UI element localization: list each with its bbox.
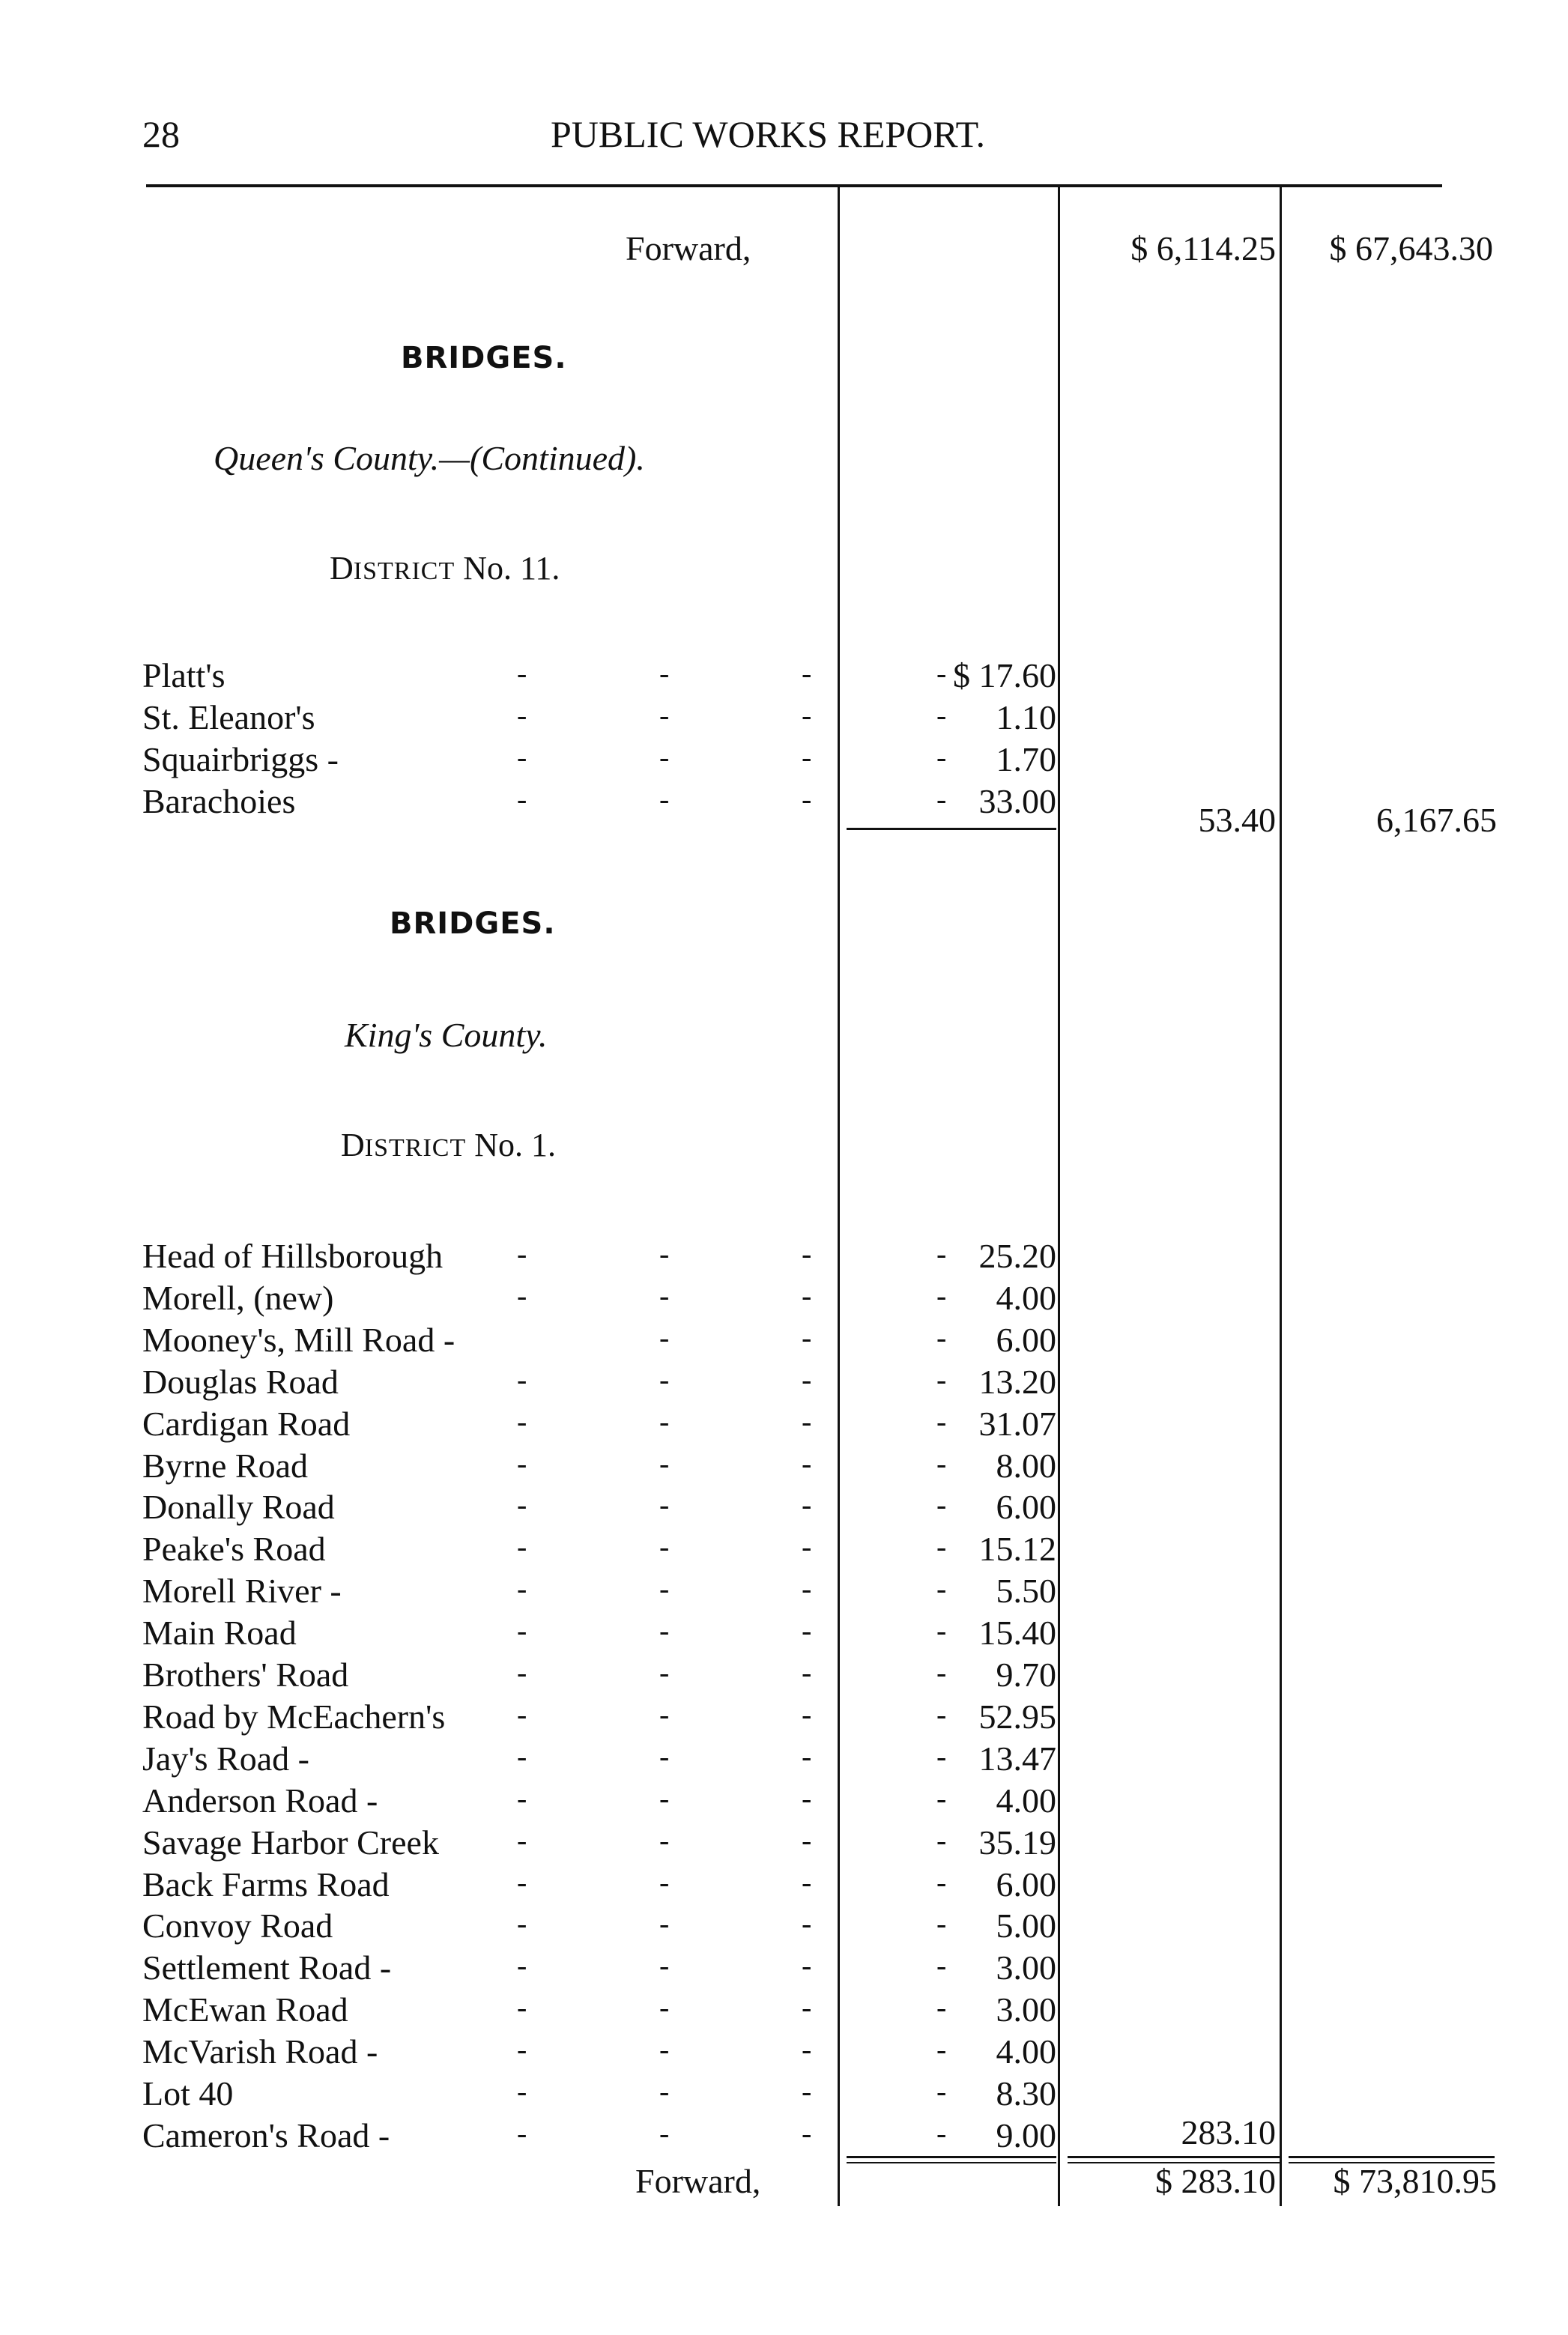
item-amount: 6.00 (996, 1320, 1056, 1359)
leader-dash: - (802, 1320, 812, 1354)
leader-dash: - (802, 1948, 812, 1983)
leader-dash: - (936, 1404, 947, 1438)
leader-dash: - (802, 1488, 812, 1522)
bottom-rule-3 (1289, 2156, 1495, 2158)
leader-dash: - (802, 1781, 812, 1815)
leader-dash: - (936, 1865, 947, 1899)
bottom-rule-1 (847, 2156, 1056, 2158)
table-row (142, 1781, 1056, 1823)
table-row (142, 1362, 1056, 1404)
table-row (142, 2032, 1056, 2074)
leader-dash: - (517, 1697, 527, 1731)
table-row (142, 781, 1056, 823)
item-amount: 35.19 (978, 1823, 1056, 1862)
item-name: McVarish Road - (142, 2032, 378, 2071)
leader-dash: - (659, 1530, 670, 1564)
leader-dash: - (659, 1697, 670, 1731)
item-amount: 4.00 (996, 1278, 1056, 1317)
item-name: Cardigan Road (142, 1404, 351, 1443)
item-name: Back Farms Road (142, 1865, 390, 1904)
leader-dash: - (659, 782, 670, 816)
leader-dash: - (802, 1278, 812, 1312)
leader-dash: - (936, 782, 947, 816)
leader-dash: - (517, 1614, 527, 1648)
table-row (142, 1320, 1056, 1362)
leader-dash: - (802, 1404, 812, 1438)
section2-subtotal: 283.10 (1181, 2113, 1276, 2151)
leader-dash: - (802, 1237, 812, 1271)
column-line-2 (1058, 187, 1060, 2206)
leader-dash: - (517, 1907, 527, 1941)
leader-dash: - (936, 1697, 947, 1731)
leader-dash: - (517, 1362, 527, 1396)
leader-dash: - (802, 2116, 812, 2150)
leader-dash: - (936, 1572, 947, 1606)
leader-dash: - (659, 1948, 670, 1983)
item-amount: 4.00 (996, 2032, 1056, 2071)
leader-dash: - (659, 1990, 670, 2025)
table-row (142, 1990, 1056, 2032)
table-row (142, 1446, 1056, 1488)
leader-dash: - (517, 1278, 527, 1312)
leader-dash: - (936, 1446, 947, 1480)
item-amount: 5.00 (996, 1907, 1056, 1945)
leader-dash: - (659, 698, 670, 732)
table-row (142, 2074, 1056, 2116)
item-amount: 15.12 (978, 1530, 1056, 1569)
leader-dash: - (936, 2116, 947, 2150)
table-row (142, 1278, 1056, 1320)
item-name: Anderson Road - (142, 1781, 378, 1820)
leader-dash: - (517, 2116, 527, 2150)
item-name: Main Road (142, 1614, 297, 1653)
item-name: Platt's (142, 656, 225, 694)
item-name: Lot 40 (142, 2074, 234, 2113)
table-row (142, 1613, 1056, 1655)
district-heading-1 (341, 1126, 556, 1164)
item-amount: 5.50 (996, 1572, 1056, 1611)
leader-dash: - (936, 1656, 947, 1689)
leader-dash: - (936, 1739, 947, 1773)
leader-dash: - (517, 1865, 527, 1899)
item-amount: 13.20 (978, 1362, 1056, 1401)
leader-dash: - (802, 740, 812, 774)
leader-dash: - (659, 1237, 670, 1271)
item-name: Head of Hillsborough (142, 1237, 444, 1275)
leader-dash: - (517, 1530, 527, 1564)
leader-dash: - (659, 1739, 670, 1773)
leader-dash: - (517, 1237, 527, 1271)
leader-dash: - (659, 1488, 670, 1522)
leader-dash: - (936, 1823, 947, 1857)
district-heading-11 (330, 549, 560, 587)
leader-dash: - (936, 1237, 947, 1271)
item-amount: 31.07 (978, 1404, 1056, 1443)
item-amount: 52.95 (978, 1697, 1056, 1736)
forward-top-col3: $ 67,643.30 (1329, 229, 1493, 267)
leader-dash: - (936, 1362, 947, 1396)
leader-dash: - (936, 1781, 947, 1815)
leader-dash: - (659, 1404, 670, 1438)
leader-dash: - (802, 1530, 812, 1564)
item-amount: 1.70 (996, 740, 1056, 778)
leader-dash: - (517, 2032, 527, 2067)
leader-dash: - (659, 1656, 670, 1689)
leader-dash: - (802, 656, 812, 690)
district-prefix: D (330, 550, 354, 587)
item-amount: 6.00 (996, 1865, 1056, 1904)
leader-dash: - (802, 1907, 812, 1941)
table-row (142, 1487, 1056, 1529)
header-rule (146, 184, 1442, 187)
leader-dash: - (517, 1948, 527, 1983)
item-name: McEwan Road (142, 1990, 348, 2029)
table-row (142, 1236, 1056, 1278)
table-row (142, 1739, 1056, 1781)
table-row (142, 1697, 1056, 1739)
leader-dash: - (936, 1907, 947, 1941)
leader-dash: - (802, 1739, 812, 1773)
leader-dash: - (936, 698, 947, 732)
leader-dash: - (802, 1823, 812, 1857)
forward-label-top: Forward, (626, 229, 751, 267)
section1-running-total: 6,167.65 (1376, 801, 1497, 839)
item-amount: 25.20 (978, 1237, 1056, 1275)
item-name: Morell River - (142, 1572, 342, 1611)
item-name: Peake's Road (142, 1530, 326, 1569)
district-number: No. 11. (463, 550, 560, 587)
leader-dash: - (936, 1320, 947, 1354)
bottom-rule-2 (1068, 2156, 1281, 2158)
leader-dash: - (936, 1614, 947, 1648)
leader-dash: - (936, 1278, 947, 1312)
section-title-bridges-2: BRIDGES. (390, 906, 556, 941)
leader-dash: - (936, 656, 947, 690)
bottom-rule-1b (847, 2162, 1056, 2163)
item-name: Squairbriggs - (142, 740, 339, 778)
leader-dash: - (659, 1614, 670, 1648)
leader-dash: - (659, 2116, 670, 2150)
table-row (142, 1571, 1056, 1613)
leader-dash: - (659, 2032, 670, 2067)
leader-dash: - (517, 1572, 527, 1606)
leader-dash: - (659, 1865, 670, 1899)
leader-dash: - (659, 1907, 670, 1941)
leader-dash: - (802, 782, 812, 816)
page-title: PUBLIC WORKS REPORT. (551, 113, 985, 155)
leader-dash: - (936, 1990, 947, 2025)
item-amount: $ 17.60 (953, 656, 1056, 694)
table-row (142, 1404, 1056, 1446)
item-amount: 6.00 (996, 1488, 1056, 1527)
item-amount: 15.40 (978, 1614, 1056, 1653)
item-name: Douglas Road (142, 1362, 339, 1401)
leader-dash: - (802, 1362, 812, 1396)
district-prefix: D (341, 1127, 365, 1163)
leader-dash: - (659, 1572, 670, 1606)
item-name: Barachoies (142, 782, 296, 820)
item-name: Settlement Road - (142, 1948, 392, 1987)
leader-dash: - (936, 740, 947, 774)
item-amount: 33.00 (978, 782, 1056, 820)
section1-sum-rule (847, 828, 1056, 830)
leader-dash: - (517, 1488, 527, 1522)
leader-dash: - (802, 1656, 812, 1689)
leader-dash: - (517, 740, 527, 774)
leader-dash: - (802, 1446, 812, 1480)
item-name: Jay's Road - (142, 1739, 309, 1778)
item-amount: 3.00 (996, 1948, 1056, 1987)
leader-dash: - (659, 740, 670, 774)
item-name: Brothers' Road (142, 1656, 349, 1694)
leader-dash: - (936, 1530, 947, 1564)
table-row (142, 655, 1056, 697)
leader-dash: - (659, 656, 670, 690)
leader-dash: - (802, 1990, 812, 2025)
leader-dash: - (802, 698, 812, 732)
item-amount: 13.47 (978, 1739, 1056, 1778)
leader-dash: - (659, 1781, 670, 1815)
leader-dash: - (517, 656, 527, 690)
leader-dash: - (936, 1488, 947, 1522)
table-row (142, 1529, 1056, 1571)
leader-dash: - (936, 1948, 947, 1983)
leader-dash: - (517, 1656, 527, 1689)
item-name: Byrne Road (142, 1446, 309, 1485)
leader-dash: - (659, 1278, 670, 1312)
leader-dash: - (517, 1781, 527, 1815)
item-amount: 1.10 (996, 698, 1056, 736)
leader-dash: - (802, 1865, 812, 1899)
leader-dash: - (659, 1446, 670, 1480)
item-name: Savage Harbor Creek (142, 1823, 439, 1862)
leader-dash: - (517, 1990, 527, 2025)
leader-dash: - (517, 1446, 527, 1480)
forward-bottom-col3: $ 73,810.95 (1333, 2162, 1497, 2200)
item-name: Cameron's Road - (142, 2116, 390, 2154)
leader-dash: - (802, 2074, 812, 2108)
table-row (142, 697, 1056, 739)
leader-dash: - (517, 1823, 527, 1857)
leader-dash: - (802, 2032, 812, 2067)
section1-subtotal: 53.40 (1198, 801, 1276, 839)
item-name: Mooney's, Mill Road - (142, 1320, 455, 1359)
table-row (142, 1865, 1056, 1907)
item-name: St. Eleanor's (142, 698, 315, 736)
item-amount: 4.00 (996, 1781, 1056, 1820)
leader-dash: - (936, 2074, 947, 2108)
leader-dash: - (802, 1572, 812, 1606)
county-queens: Queen's County.—(Continued). (214, 439, 645, 477)
item-amount: 9.00 (996, 2116, 1056, 2154)
leader-dash: - (659, 1823, 670, 1857)
district-smallcaps: ISTRICT (364, 1134, 467, 1162)
item-name: Donally Road (142, 1488, 335, 1527)
leader-dash: - (659, 1362, 670, 1396)
table-row (142, 2116, 1056, 2157)
table-row (142, 1906, 1056, 1948)
leader-dash: - (659, 2074, 670, 2108)
column-line-3 (1280, 187, 1282, 2206)
section-title-bridges-1: BRIDGES. (401, 341, 567, 375)
table-row (142, 739, 1056, 781)
leader-dash: - (517, 782, 527, 816)
leader-dash: - (517, 698, 527, 732)
item-name: Road by McEachern's (142, 1697, 446, 1736)
forward-top-col2: $ 6,114.25 (1130, 229, 1276, 267)
forward-bottom-col2: $ 283.10 (1155, 2162, 1276, 2200)
table-row (142, 1948, 1056, 1990)
leader-dash: - (802, 1697, 812, 1731)
item-amount: 8.30 (996, 2074, 1056, 2113)
table-row (142, 1655, 1056, 1697)
item-name: Convoy Road (142, 1907, 333, 1945)
leader-dash: - (659, 1320, 670, 1354)
leader-dash: - (802, 1614, 812, 1648)
district-smallcaps: ISTRICT (353, 557, 455, 585)
page-number: 28 (142, 113, 180, 155)
district-number: No. 1. (474, 1127, 557, 1163)
leader-dash: - (517, 1739, 527, 1773)
item-name: Morell, (new) (142, 1278, 334, 1317)
table-row (142, 1823, 1056, 1865)
county-kings: King's County. (345, 1016, 548, 1054)
leader-dash: - (517, 2074, 527, 2108)
forward-label-bottom: Forward, (635, 2162, 761, 2200)
leader-dash: - (517, 1404, 527, 1438)
leader-dash: - (936, 2032, 947, 2067)
item-amount: 3.00 (996, 1990, 1056, 2029)
item-amount: 9.70 (996, 1656, 1056, 1694)
item-amount: 8.00 (996, 1446, 1056, 1485)
